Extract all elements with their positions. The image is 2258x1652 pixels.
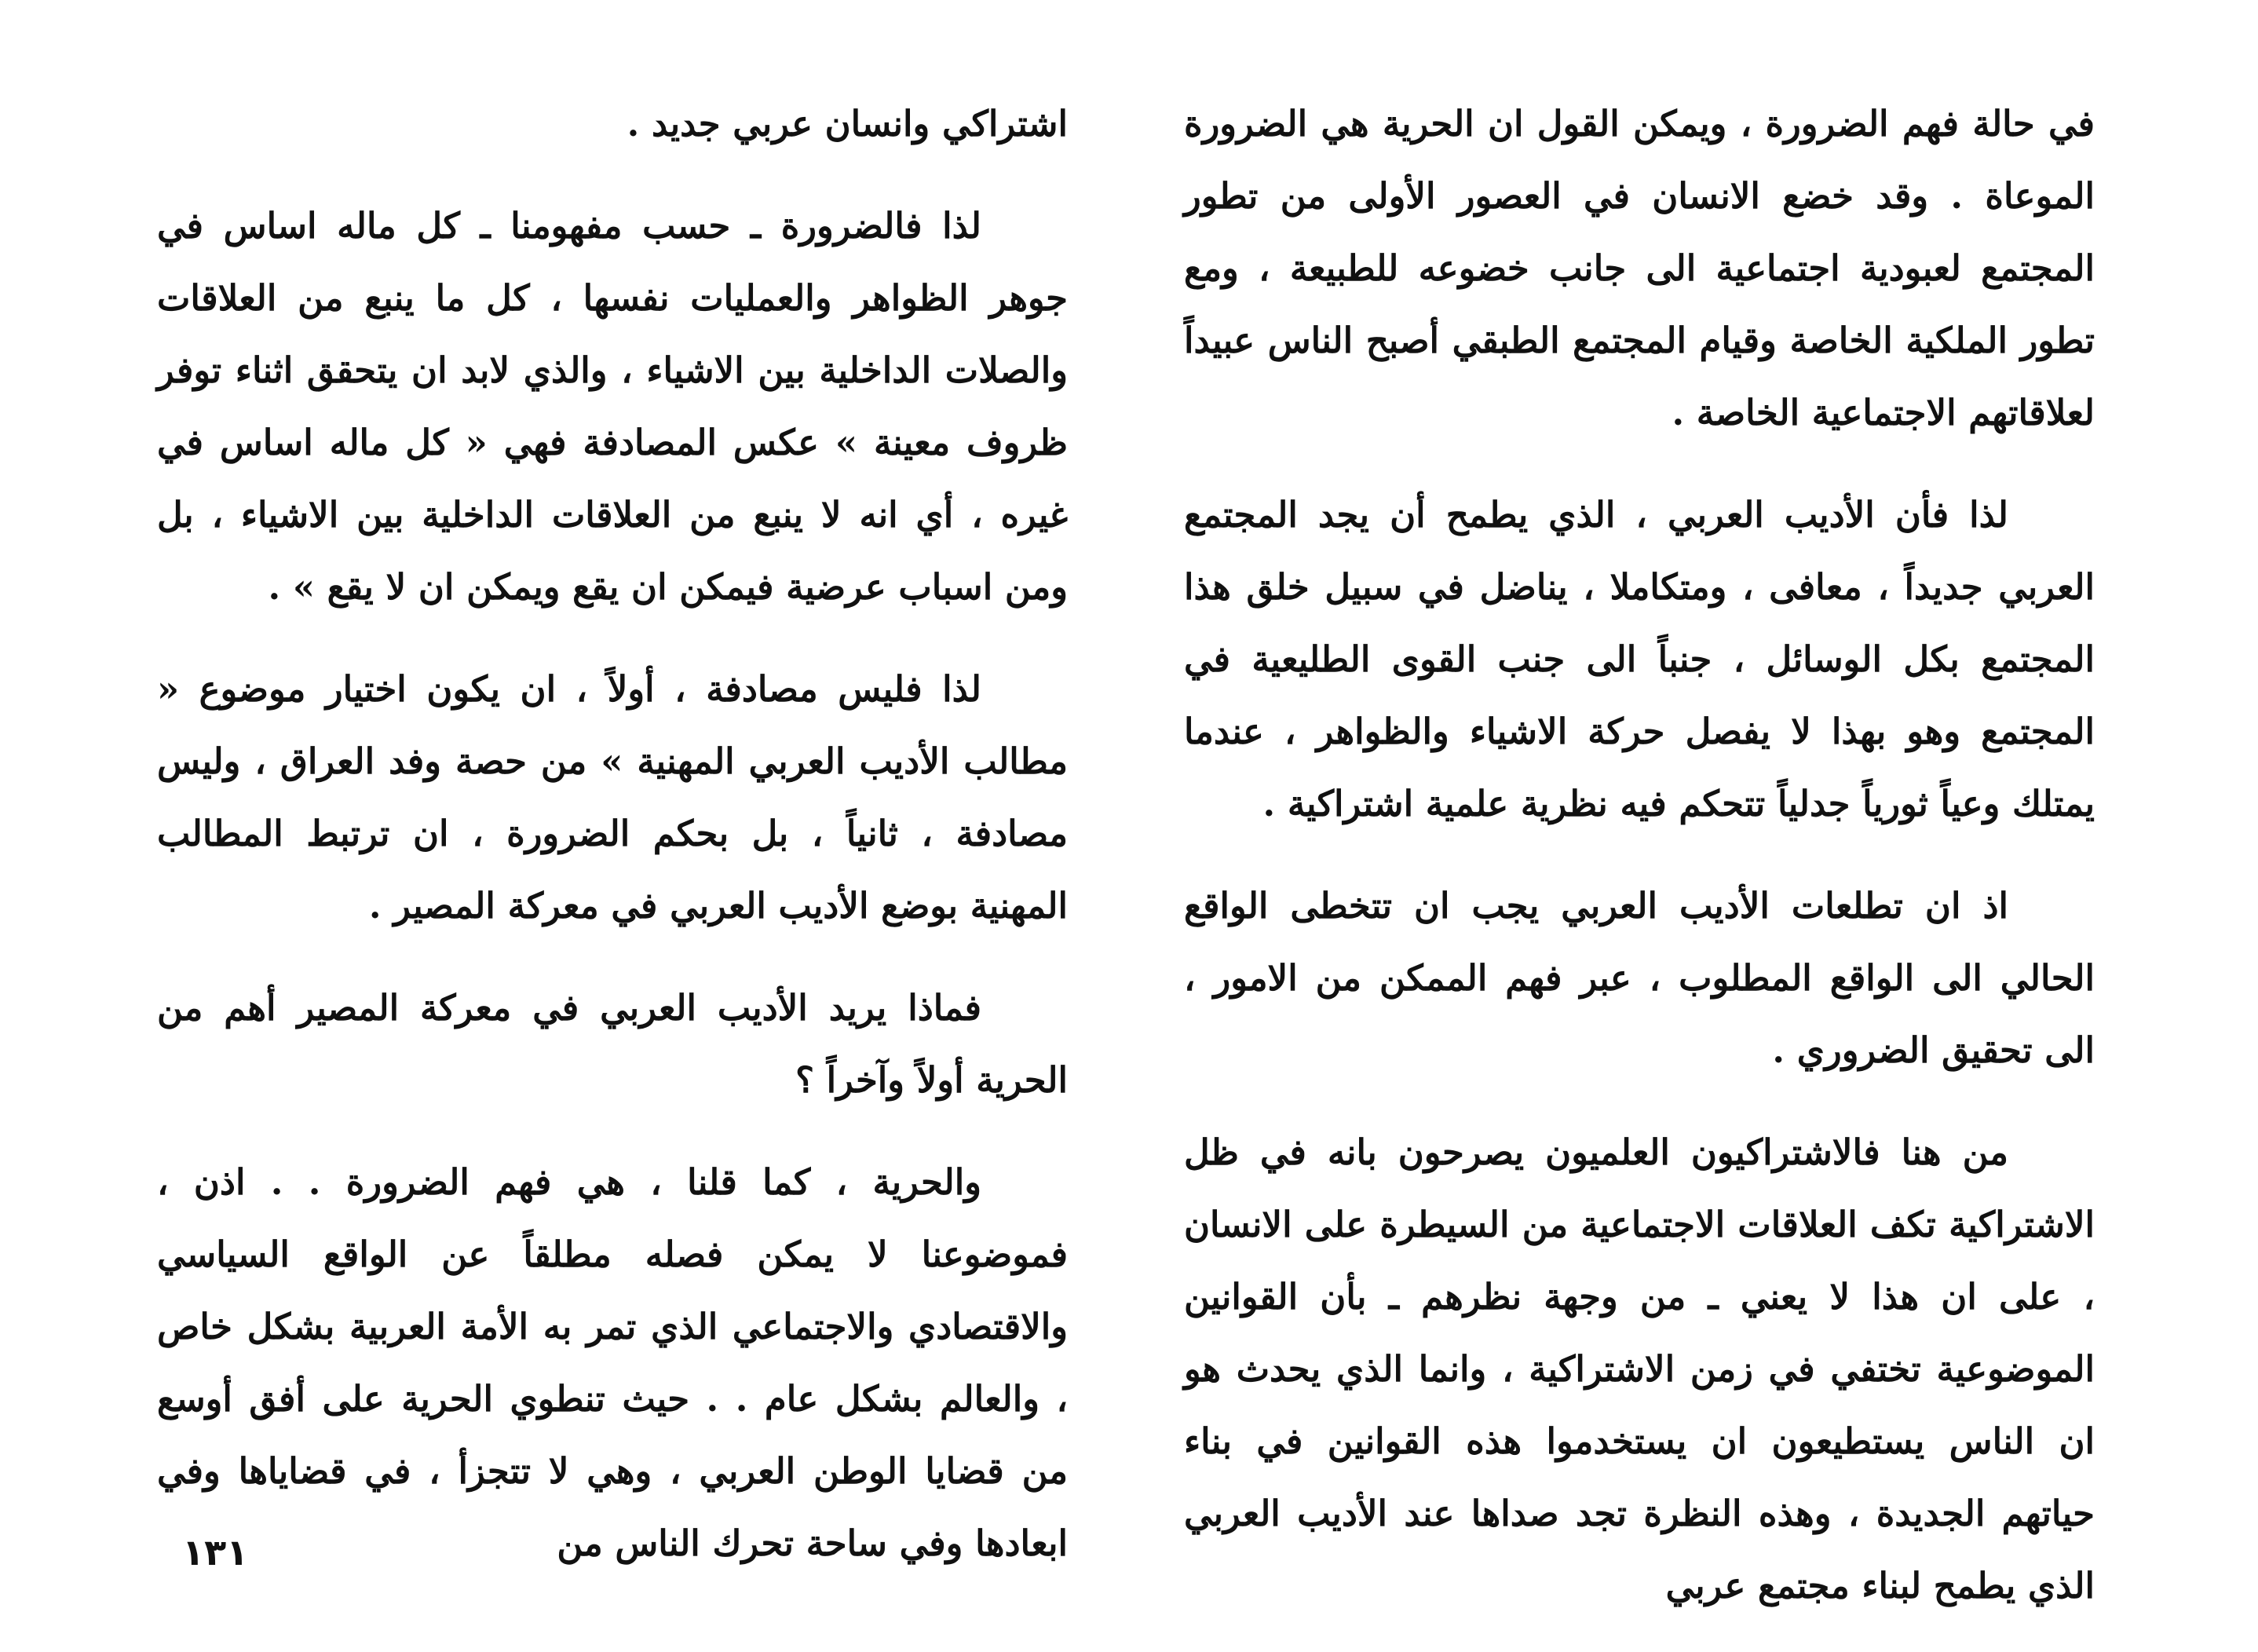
paragraph: اذ ان تطلعات الأديب العربي يجب ان تتخطى الواقع الحالي الى الواقع المطلوب ، عبر فهم الممكن من الامور ، الى تحقيق الضروري . bbox=[1184, 885, 2095, 1071]
paragraph: والحرية ، كما قلنا ، هي فهم الضرورة . . اذن ، فموضوعنا لا يمكن فصله مطلقاً عن الواقع السياسي والاقتصادي والاجتماعي الذي تمر به الأمة العربية بشكل خاص ، والعالم بشكل عام . . حيث تنطوي الحرية على أفق أوسع من قضايا الوطن العربي ، وهي لا تتجزأ ، في قضاياها وفي ابعادها وفي ساحة تحرك الناس من bbox=[157, 1161, 1068, 1564]
left-page bbox=[0, 0, 1129, 1643]
paragraph: لذا فليس مصادفة ، أولاً ، ان يكون اختيار موضوع « مطالب الأديب العربي المهنية » من حصة وفد العراق ، وليس مصادفة ، ثانياً ، بل بحكم الضرورة ، ان ترتبط المطالب المهنية بوضع الأديب العربي في معركة المصير . bbox=[157, 668, 1068, 927]
right-page bbox=[1129, 0, 2258, 1643]
paragraph: في حالة فهم الضرورة ، ويمكن القول ان الحرية هي الضرورة الموعاة . وقد خضع الانسان في العصور الأولى من تطور المجتمع لعبودية اجتماعية الى جانب خضوعه للطبيعة ، ومع تطور الملكية الخاصة وقيام المجتمع الطبقي أصبح الناس عبيداً لعلاقاتهم الاجتماعية الخاصة . bbox=[1184, 103, 2095, 433]
paragraph: لذا فالضرورة ـ حسب مفهومنا ـ كل ماله اساس في جوهر الظواهر والعمليات نفسها ، كل ما ينبع من العلاقات والصلات الداخلية بين الاشياء ، والذي لابد ان يتحقق اثناء توفر ظروف معينة » عكس المصادفة فهي « كل ماله اساس في غيره ، أي انه لا ينبع من العلاقات الداخلية بين الاشياء ، بل ومن اسباب عرضية فيمكن ان يقع ويمكن ان لا يقع » . bbox=[157, 205, 1068, 608]
paragraph: لذا فأن الأديب العربي ، الذي يطمح أن يجد المجتمع العربي جديداً ، معافى ، ومتكاملا ، يناضل في سبيل خلق هذا المجتمع بكل الوسائل ، جنباً الى جنب القوى الطليعية في المجتمع وهو بهذا لا يفصل حركة الاشياء والظواهر ، عندما يمتلك وعياً ثورياً جدلياً تتحكم فيه نظرية علمية اشتراكية . bbox=[1184, 494, 2095, 824]
right-page-text bbox=[1184, 88, 2095, 1652]
paragraph: اشتراكي وانسان عربي جديد . bbox=[627, 103, 1068, 144]
left-page-text bbox=[157, 88, 1068, 1610]
page-number: ١٣١ bbox=[182, 1531, 249, 1573]
paragraph: فماذا يريد الأديب العربي في معركة المصير أهم من الحرية أولاً وآخراً ؟ bbox=[157, 987, 1068, 1101]
paragraph: من هنا فالاشتراكيون العلميون يصرحون بانه في ظل الاشتراكية تكف العلاقات الاجتماعية من السيطرة على الانسان ، على ان هذا لا يعني ـ من وجهة نظرهم ـ بأن القوانين الموضوعية تختفي في زمن الاشتراكية ، وانما الذي يحدث هو ان الناس يستطيعون ان يستخدموا هذه القوانين في بناء حياتهم الجديدة ، وهذه النظرة تجد صداها عند الأديب العربي الذي يطمح لبناء مجتمع عربي bbox=[1184, 1131, 2095, 1606]
